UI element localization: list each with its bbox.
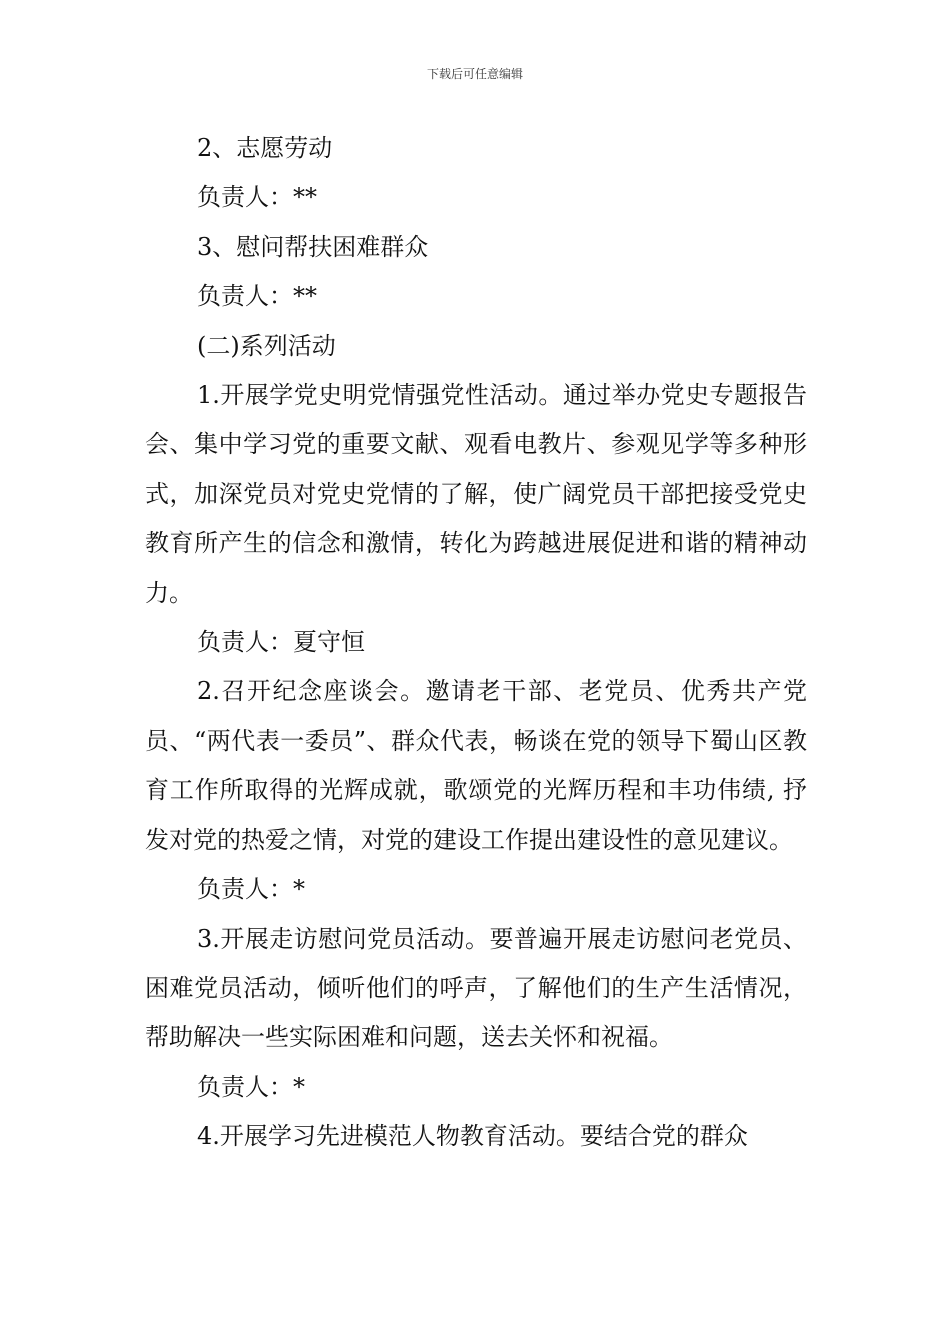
responsible-person: 负责人：夏守恒 bbox=[197, 628, 365, 657]
heading-condolence-visits: 3、慰问帮扶困难群众 bbox=[197, 232, 429, 261]
responsible-person: 负责人：* bbox=[197, 1072, 305, 1101]
paragraph-party-history-study: 1.开展学党史明党情强党性活动。通过举办党史专题报告会、集中学习党的重要文献、观看电教片、参观见学等多种形式，加深党员对党史党情的了解，使广阔党员干部把接受党史教育所产生的信念和激情，转化为跨越进展促进和谐的精神动力。 bbox=[145, 381, 807, 607]
page-header-note: 下载后可任意编辑 bbox=[426, 67, 523, 81]
heading-volunteer-labor: 2、志愿劳动 bbox=[197, 134, 333, 162]
section-heading-series-activities: (二)系列活动 bbox=[197, 331, 336, 360]
document-body bbox=[145, 124, 807, 1162]
paragraph-commemorative-symposium: 2.召开纪念座谈会。邀请老干部、老党员、优秀共产党员、“两代表一委员”、群众代表，畅谈在党的领导下蜀山区教育工作所取得的光辉成就，歌颂党的光辉历程和丰功伟绩, 抒发对党的热爱之情，对党的建设工作提出建设性的意见建议。 bbox=[145, 677, 807, 854]
paragraph-model-figures-education: 4.开展学习先进模范人物教育活动。要结合党的群众 bbox=[197, 1122, 748, 1151]
responsible-person: 负责人：** bbox=[197, 282, 317, 311]
responsible-person: 负责人：** bbox=[197, 183, 317, 212]
paragraph-visit-party-members: 3.开展走访慰问党员活动。要普遍开展走访慰问老党员、困难党员活动，倾听他们的呼声，了解他们的生产生活情况，帮助解决一些实际困难和问题，送去关怀和祝福。 bbox=[145, 924, 807, 1052]
responsible-person: 负责人：* bbox=[197, 875, 305, 904]
